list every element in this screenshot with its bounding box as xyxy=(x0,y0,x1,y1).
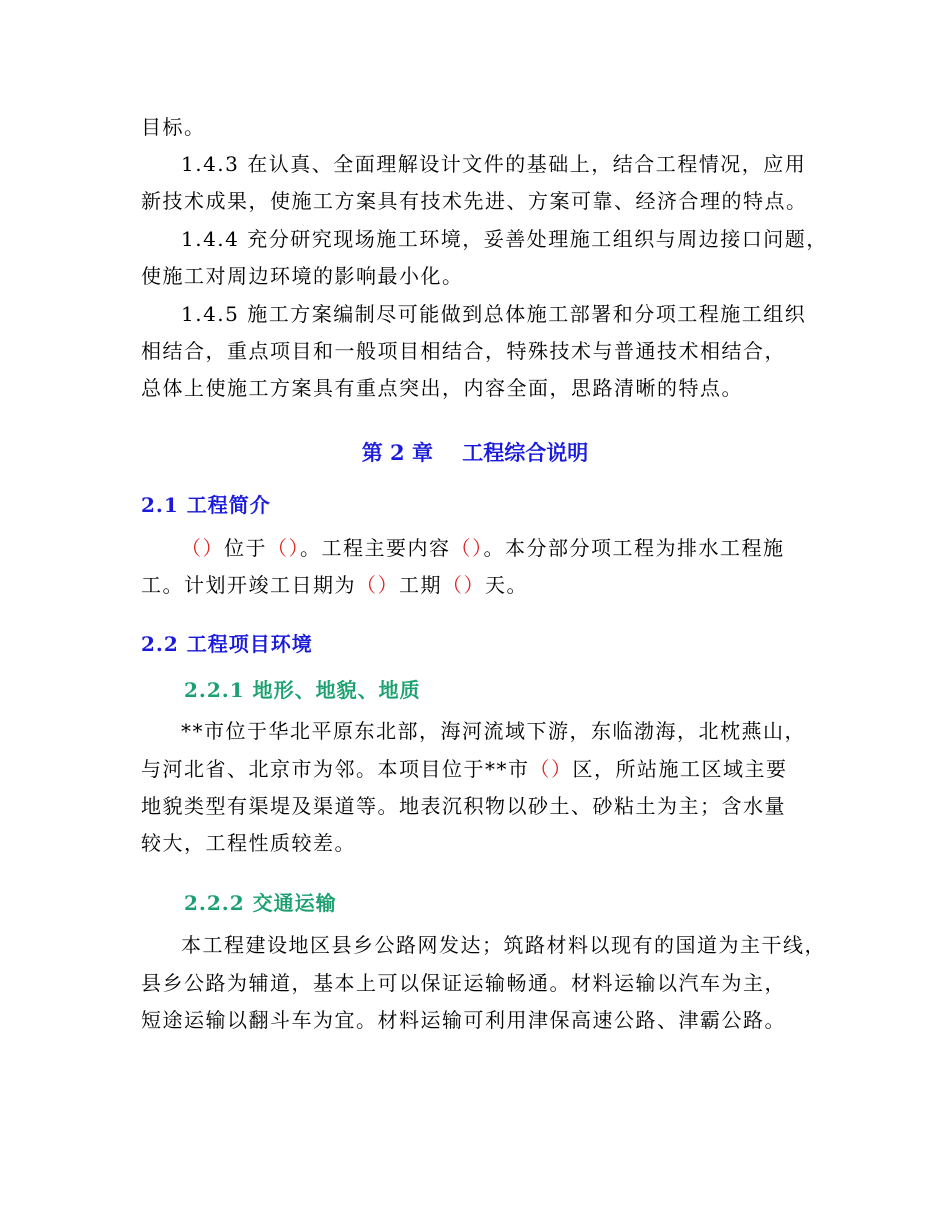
blank-placeholder: （） xyxy=(181,536,224,560)
paragraph-line: 短途运输以翻斗车为宜。材料运输可利用津保高速公路、津霸公路。 xyxy=(141,1008,786,1032)
paragraph-line: 目标。 xyxy=(141,115,206,139)
chapter-title: 第 2 章 工程综合说明 xyxy=(361,440,589,465)
paragraph-line: 使施工对周边环境的影响最小化。 xyxy=(141,264,464,288)
paragraph-line: 总体上使施工方案具有重点突出，内容全面，思路清晰的特点。 xyxy=(141,376,743,400)
paragraph-line: 本工程建设地区县乡公路网发达；筑路材料以现有的国道为主干线， xyxy=(181,933,826,957)
blank-placeholder: （） xyxy=(356,573,399,597)
paragraph-line: 1.4.4 充分研究现场施工环境，妥善处理施工组织与周边接口问题， xyxy=(181,227,828,251)
section-heading-2-2: 2.2 工程项目环境 xyxy=(141,632,313,656)
section-heading-2-1: 2.1 工程简介 xyxy=(141,493,271,517)
blank-placeholder: （） xyxy=(529,757,573,781)
paragraph-line: **市位于华北平原东北部，海河流域下游，东临渤海，北枕燕山， xyxy=(181,719,806,743)
paragraph-line: 1.4.5 施工方案编制尽可能做到总体施工部署和分项工程施工组织 xyxy=(181,302,807,326)
paragraph-line: 新技术成果，使施工方案具有技术先进、方案可靠、经济合理的特点。 xyxy=(141,189,808,213)
subsection-heading-2-2-1: 2.2.1 地形、地貌、地质 xyxy=(184,678,421,702)
paragraph-line: （）位于（）。工程主要内容（）。本分部分项工程为排水工程施 xyxy=(181,536,785,560)
paragraph-line: 县乡公路为辅道，基本上可以保证运输畅通。材料运输以汽车为主， xyxy=(141,971,786,995)
paragraph-line: 工。计划开竣工日期为（）工期（）天。 xyxy=(141,573,528,597)
blank-placeholder: （） xyxy=(442,573,485,597)
paragraph-line: 相结合，重点项目和一般项目相结合，特殊技术与普通技术相结合， xyxy=(141,339,786,363)
paragraph-line: 较大，工程性质较差。 xyxy=(141,831,356,855)
subsection-heading-2-2-2: 2.2.2 交通运输 xyxy=(184,891,337,915)
paragraph-line: 与河北省、北京市为邻。本项目位于**市（）区，所站施工区域主要 xyxy=(141,757,788,781)
blank-placeholder: （） xyxy=(450,536,484,560)
paragraph-line: 地貌类型有渠堤及渠道等。地表沉积物以砂土、砂粘土为主；含水量 xyxy=(141,794,786,818)
blank-placeholder: （） xyxy=(267,536,300,560)
paragraph-line: 1.4.3 在认真、全面理解设计文件的基础上，结合工程情况，应用 xyxy=(181,152,807,176)
